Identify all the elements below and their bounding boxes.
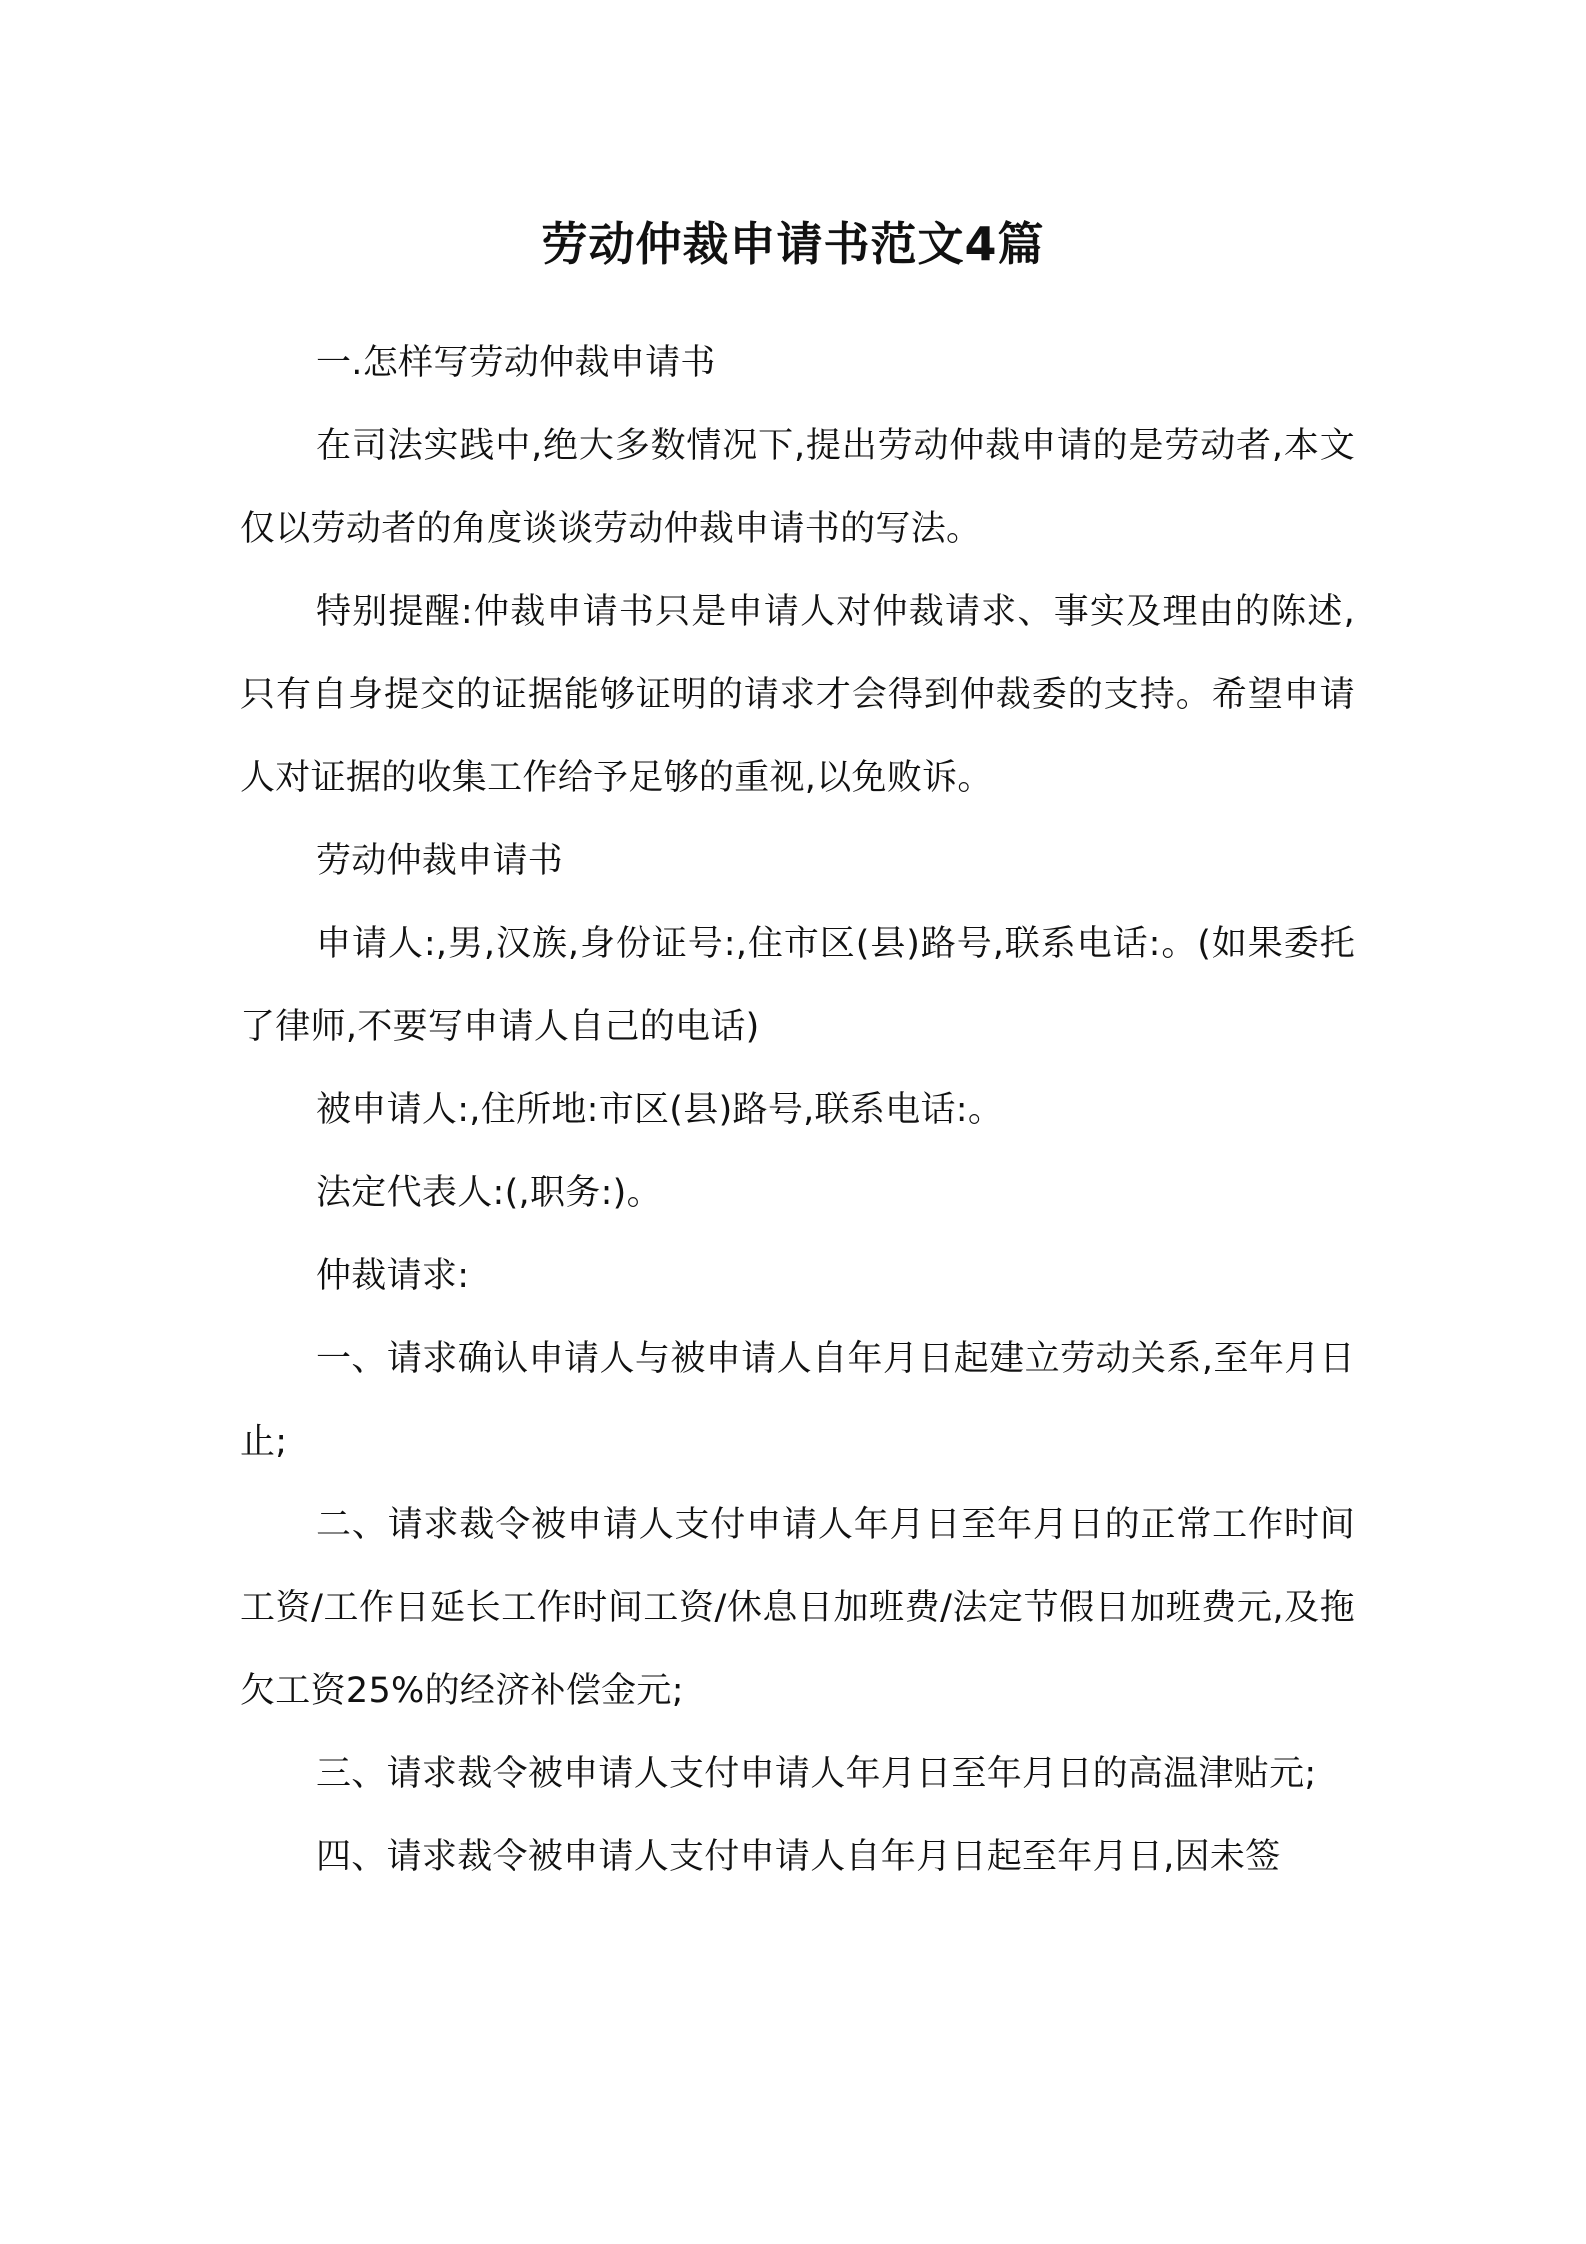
- legal-representative-line: 法定代表人:(,职务:)。: [316, 1173, 662, 1213]
- claim-item-3: 三、请求裁令被申请人支付申请人年月日至年月日的高温津贴元;: [316, 1754, 1317, 1794]
- applicant-line: 申请人:,男,汉族,身份证号:,住市区(县)路号,联系电话:。(如果委托了律师,不要写申请人自己的电话): [240, 924, 1355, 1047]
- document-title: 劳动仲裁申请书范文4篇: [541, 217, 1045, 271]
- paragraph-intro: 在司法实践中,绝大多数情况下,提出劳动仲裁申请的是劳动者,本文仅以劳动者的角度谈谈劳动仲裁申请书的写法。: [240, 426, 1355, 549]
- section-heading: 一.怎样写劳动仲裁申请书: [316, 343, 716, 383]
- claim-item-2: 二、请求裁令被申请人支付申请人年月日至年月日的正常工作时间工资/工作日延长工作时间工资/休息日加班费/法定节假日加班费元,及拖欠工资25%的经济补偿金元;: [240, 1505, 1355, 1711]
- claims-heading: 仲裁请求:: [316, 1256, 470, 1296]
- document-body: [240, 322, 1355, 1899]
- paragraph-reminder: 特别提醒:仲裁申请书只是申请人对仲裁请求、事实及理由的陈述,只有自身提交的证据能够证明的请求才会得到仲裁委的支持。希望申请人对证据的收集工作给予足够的重视,以免败诉。: [240, 592, 1355, 798]
- respondent-line: 被申请人:,住所地:市区(县)路号,联系电话:。: [316, 1090, 1004, 1130]
- form-title: 劳动仲裁申请书: [316, 841, 564, 881]
- claim-item-4: 四、请求裁令被申请人支付申请人自年月日起至年月日,因未签: [316, 1837, 1281, 1877]
- claim-item-1: 一、请求确认申请人与被申请人自年月日起建立劳动关系,至年月日止;: [240, 1339, 1355, 1462]
